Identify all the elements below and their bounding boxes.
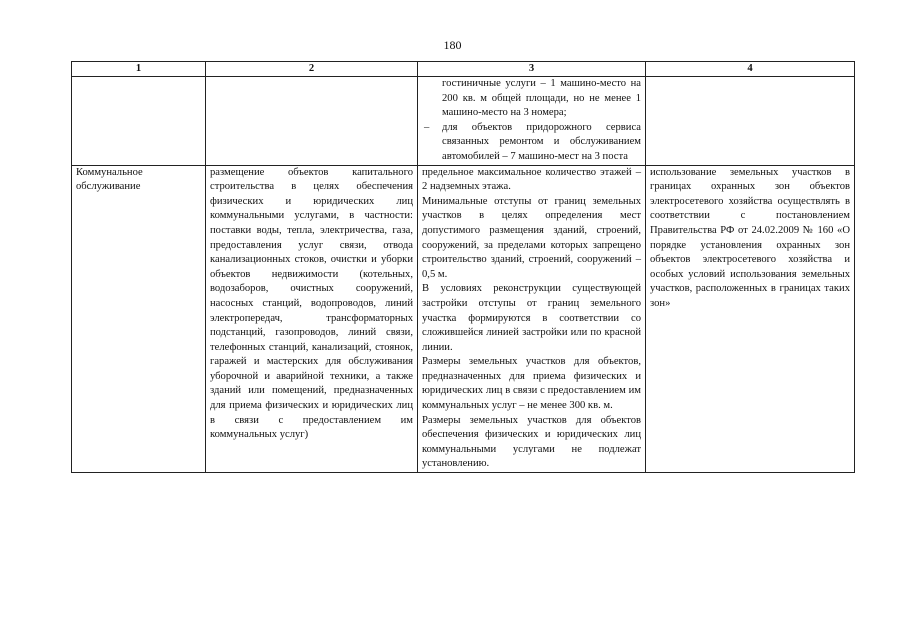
param-min-setbacks: Минимальные отступы от границ земельных участков в целях определения мест допустимого размещения зданий, строений, сооружений, за пределами которых запрещено строительство зданий, строений, сооружений – 0,5 м. [422, 195, 641, 280]
cell-restrictions: использование земельных участков в границах охранных зон объектов электросетевого хозяйства осуществлять в соответствии с постановлением Правительства РФ от 24.02.2009 № 160 «О порядке установления охранных зон объектов электросетевого хозяйства и особых условий использования земельных участков, расположенных в границах таких зон» [646, 165, 855, 472]
cell-use-description: размещение объектов капитального строительства в целях обеспечения физических и юридических лиц коммунальными услугами, в частности: поставки воды, тепла, электричества, газа, предоставления услуг связи, отвода канализационных стоков, очистки и уборки объектов недвижимости (котельных, водозаборов, очистных сооружений, насосных станций, водопроводов, линий электропередач, трансформаторных подстанций, газопроводов, линий связи, телефонных станций, канализаций, стоянок, гаражей и мастерских для обслуживания уборочной и аварийной техники, а также зданий или помещений, предназначенных для приема физических и юридических лиц в связи с предоставлением им коммунальных услуг) [206, 165, 418, 472]
cell-r1-c1 [72, 77, 206, 166]
land-use-table [71, 61, 855, 473]
list-item-hotel-parking: гостиничные услуги – 1 машино-место на 200 кв. м общей площади, но не менее 1 машино-место на 3 номера; [442, 78, 641, 119]
column-header-1: 1 [72, 62, 206, 77]
cell-parameters [418, 165, 646, 472]
cell-r1-c4 [646, 77, 855, 166]
param-max-floors: предельное максимальное количество этажей – 2 надземных этажа. [422, 166, 641, 193]
cell-r1-c3 [418, 77, 646, 166]
column-header-4: 4 [646, 62, 855, 77]
cell-use-type: Коммунальное обслуживание [72, 165, 206, 472]
table-header-row [72, 62, 855, 77]
parking-norms-list [422, 77, 641, 165]
column-header-3: 3 [418, 62, 646, 77]
table-row-communal-services [72, 165, 855, 472]
cell-r1-c2 [206, 77, 418, 166]
param-plot-size-utilities: Размеры земельных участков для объектов обеспечения физических и юридических лиц коммунальными услугами не подлежат установлению. [422, 414, 641, 470]
page-number: 180 [443, 38, 462, 52]
table-row-continuation [72, 77, 855, 166]
list-item-roadside-service-parking: – для объектов придорожного сервиса связанных ремонтом и обслуживанием автомобилей – 7 машино-мест на 3 поста [422, 121, 641, 165]
param-reconstruction-setbacks: В условиях реконструкции существующей застройки отступы от границ земельного участка формируются в соответствии со сложившейся линией застройки или по красной линии. [422, 283, 641, 353]
column-header-2: 2 [206, 62, 418, 77]
param-plot-size-reception: Размеры земельных участков для объектов, предназначенных для приема физических и юридических лиц в связи с предоставлением им коммунальных услуг – не менее 300 кв. м. [422, 356, 641, 412]
